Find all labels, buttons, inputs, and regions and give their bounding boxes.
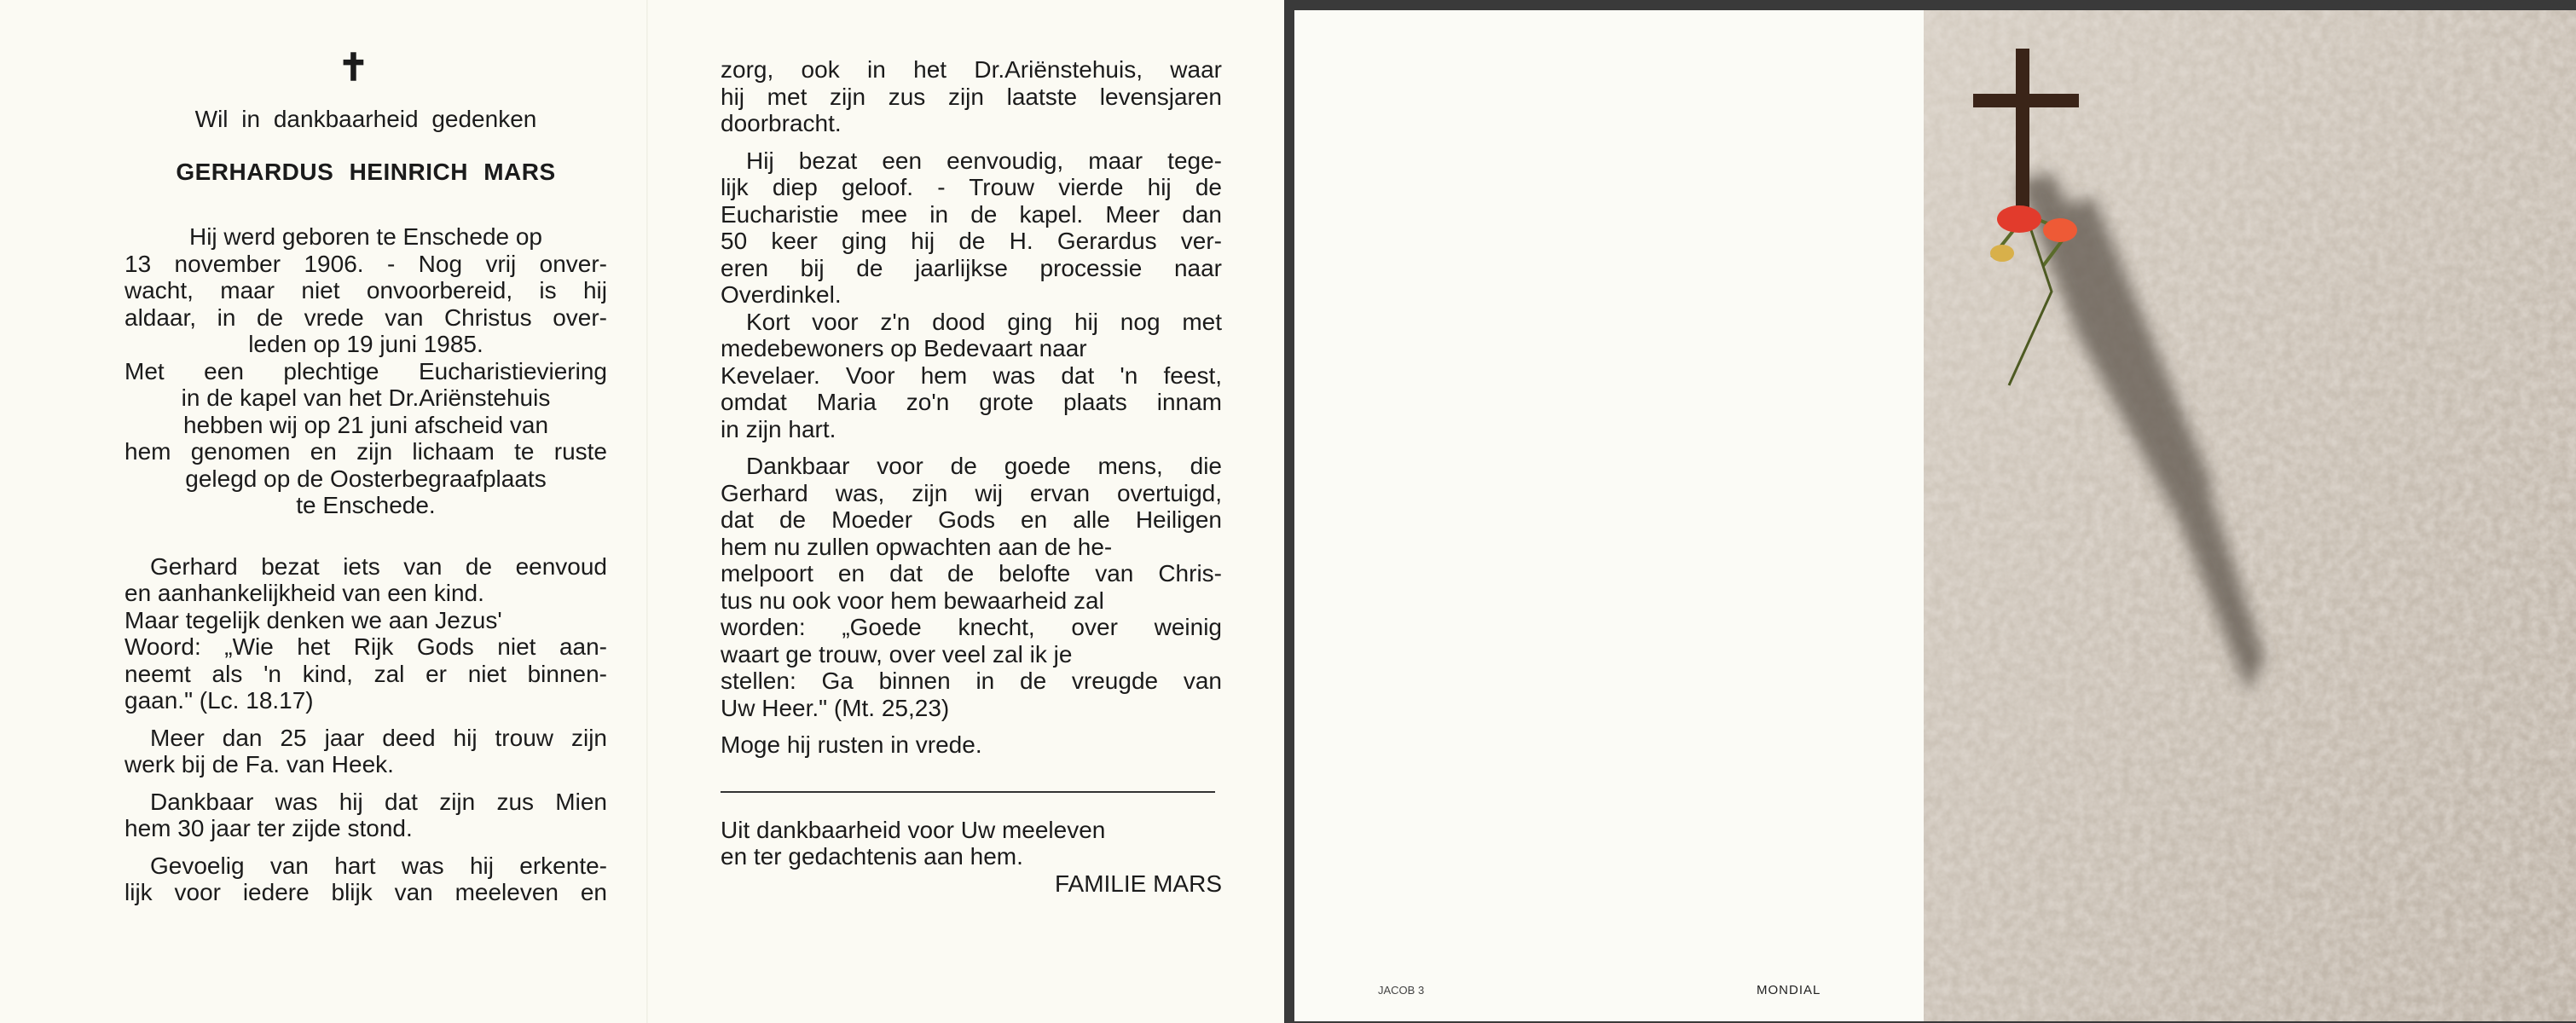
divider-line [721, 791, 1215, 793]
text-line: omdat Maria zo'n grote plaats innam [721, 389, 1222, 415]
text-line: wacht, maar niet onvoorbereid, is hij [124, 277, 607, 303]
text-column-left [124, 223, 607, 906]
text-line: Kevelaer. Voor hem was dat 'n feest, [721, 361, 1222, 389]
text-line: melpoort en dat de belofte van Chris- [721, 560, 1222, 587]
text-line: dat de Moeder Gods en alle Heiligen [721, 506, 1222, 533]
cover-photo [1924, 10, 2576, 1021]
text-line: Dankbaar was hij dat zijn zus Mien [150, 788, 607, 815]
text-line: Uw Heer." (Mt. 25,23) [721, 694, 950, 721]
text-line: Meer dan 25 jaar deed hij trouw zijn [150, 724, 607, 751]
text-line: doorbracht. [721, 110, 842, 136]
family-signature: FAMILIE MARS [1054, 870, 1222, 897]
text-line: Uit dankbaarheid voor Uw meeleven [721, 816, 1106, 843]
text-line: Kort voor z'n dood ging hij nog met [746, 308, 1222, 335]
deceased-name: GERHARDUS HEINRICH MARS [176, 159, 556, 185]
text-line: te Enschede. [296, 492, 436, 518]
text-line: werk bij de Fa. van Heek. [124, 751, 394, 777]
text-line: lijk diep geloof. - Trouw vierde hij de [721, 174, 1222, 200]
text-line: hem 30 jaar ter zijde stond. [124, 815, 413, 841]
text-line: Gerhard bezat iets van de eenvoud [150, 552, 607, 580]
text-line: worden: „Goede knecht, over weinig [721, 614, 1222, 640]
text-line: lijk voor iedere blijk van meeleven en [124, 879, 607, 905]
text-line: 13 november 1906. - Nog vrij onver- [124, 250, 607, 277]
printer-code: JACOB 3 [1378, 984, 1425, 997]
card-fold [646, 0, 648, 1023]
text-line: en aanhankelijkheid van een kind. [124, 580, 484, 606]
text-line: hij met zijn zus zijn laatste levensjaren [721, 83, 1222, 110]
text-line: gaan." (Lc. 18.17) [124, 687, 314, 714]
brand-label: MONDIAL [1757, 983, 1821, 997]
wall-cross-photo [1924, 10, 2576, 1021]
text-line: Moge hij rusten in vrede. [721, 731, 982, 758]
text-line: Hij werd geboren te Enschede op [188, 223, 543, 250]
text-line: stellen: Ga binnen in de vreugde van [721, 668, 1222, 694]
text-line: hebben wij op 21 juni afscheid van [182, 411, 549, 438]
text-line: in de kapel van het Dr.Ariënstehuis [181, 384, 551, 411]
text-line: medebewoners op Bedevaart naar [721, 335, 1087, 361]
text-line: Dankbaar voor de goede mens, die [746, 453, 1222, 479]
intro-line: Wil in dankbaarheid gedenken [194, 106, 537, 132]
text-line: aldaar, in de vrede van Christus over- [124, 303, 607, 331]
text-line: in zijn hart. [721, 415, 836, 442]
text-line: eren bij de jaarlijkse processie naar [721, 254, 1222, 281]
text-line: leden op 19 juni 1985. [248, 331, 483, 357]
text-line: hem genomen en zijn lichaam te ruste [124, 438, 607, 465]
text-line: tus nu ook voor hem bewaarheid zal [721, 587, 1104, 614]
text-line: Gerhard was, zijn wij ervan overtuigd, [721, 479, 1222, 506]
text-line: Maar tegelijk denken we aan Jezus' [124, 606, 502, 633]
text-line: 50 keer ging hij de H. Gerardus ver- [721, 228, 1222, 254]
text-line: hem nu zullen opwachten aan de he- [721, 533, 1113, 560]
text-line: Hij bezat een eenvoudig, maar tege- [746, 147, 1222, 174]
memorial-card-inside [0, 0, 1284, 1023]
text-column-right [721, 56, 1222, 897]
text-line: Overdinkel. [721, 281, 842, 308]
cross-icon: ✝ [338, 47, 369, 89]
text-line: waart ge trouw, over veel zal ik je [721, 640, 1073, 668]
text-line: Met een plechtige Eucharistieviering [124, 357, 607, 384]
text-line: Woord: „Wie het Rijk Gods niet aan- [124, 633, 607, 660]
text-line: zorg, ook in het Dr.Ariënstehuis, waar [721, 56, 1222, 83]
text-line: neemt als 'n kind, zal er niet binnen- [124, 660, 607, 687]
text-line: gelegd op de Oosterbegraafplaats [185, 465, 547, 492]
text-line: en ter gedachtenis aan hem. [721, 843, 1023, 870]
text-line: Eucharistie mee in de kapel. Meer dan [721, 200, 1222, 228]
text-line: Gevoelig van hart was hij erkente- [150, 852, 607, 879]
